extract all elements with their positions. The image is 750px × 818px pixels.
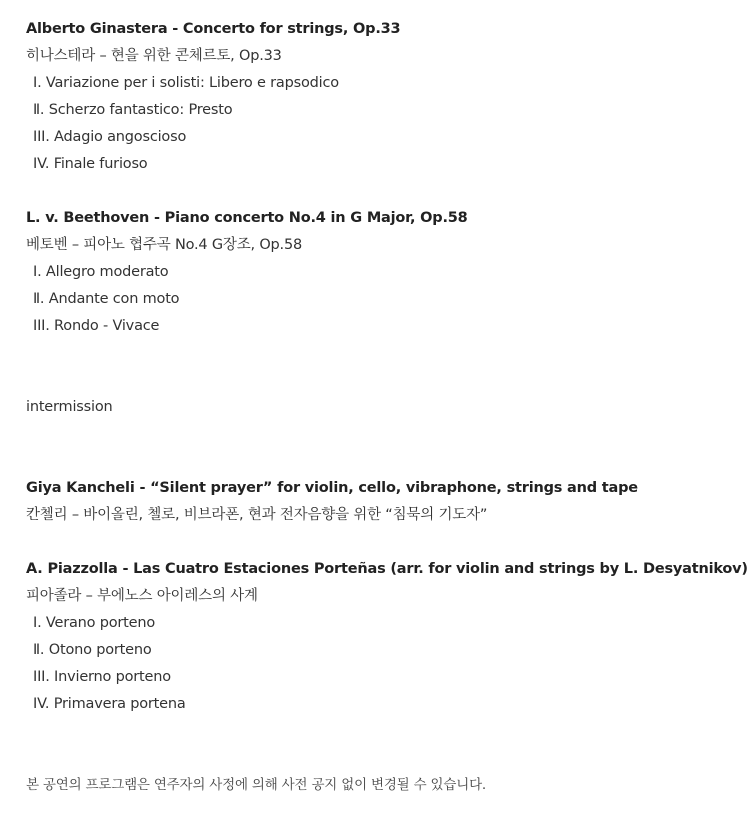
piece-subtitle-korean: 히나스테라 – 현을 위한 콘체르토, Op.33	[26, 48, 282, 64]
piece-title: L. v. Beethoven - Piano concerto No.4 in G Major, Op.58	[26, 210, 468, 226]
movement-item: IV. Primavera portena	[33, 696, 186, 712]
piece-subtitle-korean: 칸첼리 – 바이올린, 첼로, 비브라폰, 현과 전자음향을 위한 “침묵의 기도자”	[26, 507, 488, 523]
movement-item: III. Rondo - Vivace	[33, 318, 160, 334]
movement-item: Ⅰ. Verano porteno	[33, 615, 156, 631]
movement-item: Ⅱ. Andante con moto	[33, 291, 180, 307]
movement-item: Ⅰ. Variazione per i solisti: Libero e rapsodico	[33, 75, 339, 91]
movement-item: III. Adagio angoscioso	[33, 129, 187, 145]
piece-title: A. Piazzolla - Las Cuatro Estaciones Porteñas (arr. for violin and strings by L. Desyatnikov)	[26, 561, 748, 577]
piece-title: Alberto Ginastera - Concerto for strings, Op.33	[26, 21, 401, 37]
piece-title: Giya Kancheli - “Silent prayer” for violin, cello, vibraphone, strings and tape	[26, 480, 638, 496]
movement-item: Ⅱ. Otono porteno	[33, 642, 152, 658]
movement-item: Ⅱ. Scherzo fantastico: Presto	[33, 102, 233, 118]
movement-item: III. Invierno porteno	[33, 669, 171, 685]
piece-subtitle-korean: 피아졸라 – 부에노스 아이레스의 사계	[26, 588, 258, 604]
intermission-label: intermission	[26, 399, 113, 415]
piece-subtitle-korean: 베토벤 – 피아노 협주곡 No.4 G장조, Op.58	[26, 237, 303, 253]
program-change-notice: 본 공연의 프로그램은 연주자의 사정에 의해 사전 공지 없이 변경될 수 있습니다.	[26, 777, 487, 793]
movement-item: Ⅰ. Allegro moderato	[33, 264, 169, 280]
movement-item: IV. Finale furioso	[33, 156, 148, 172]
